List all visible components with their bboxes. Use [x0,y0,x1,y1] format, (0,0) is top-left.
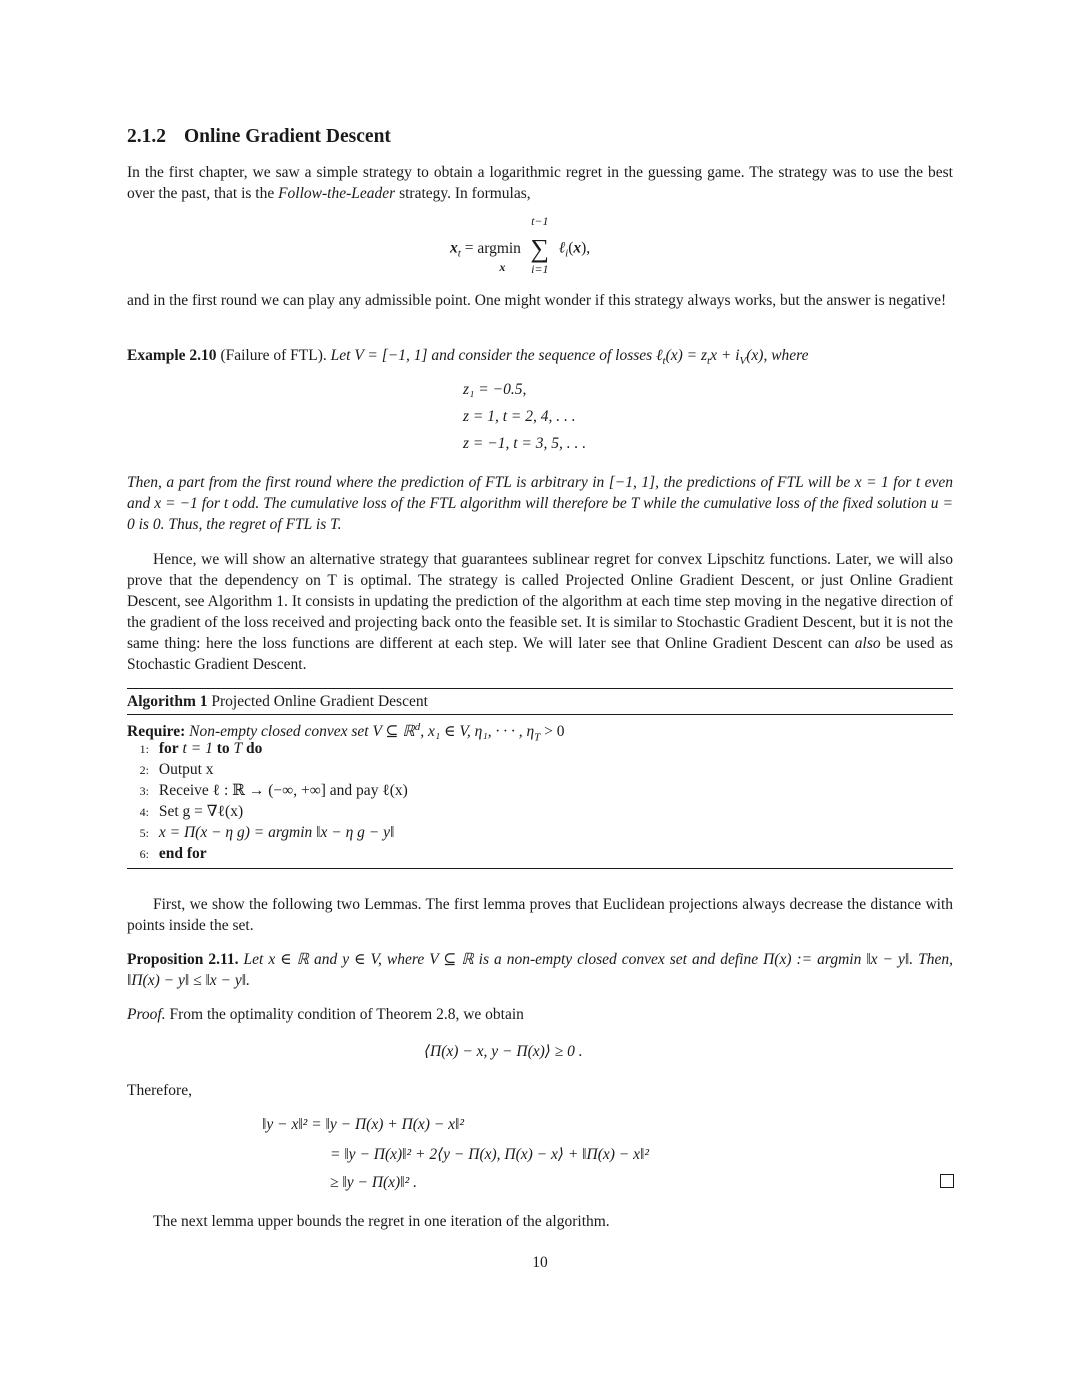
line-number: 2: [139,763,149,777]
sum-symbol: t−1 ∑ i=1 [525,236,555,262]
intro-emphasis: Follow-the-Leader [278,185,396,202]
eq-rhs-loss: ℓ [558,239,566,257]
hence-text: Hence, we will show an alternative strategy that guarantees sublinear regret for convex Lipschitz functions. Later, we will also prove that the dependency on T is optimal. The strategy is called Projected Online Gradient Descent, or just Online Gradient Descent, see Algorithm 1. It consists in updating the prediction of the algorithm at each time step moving in the negative direction of the gradient of the loss received and projecting back onto the feasible set. It is similar to Stochastic Gradient Descent, but it is not the same thing: here the loss functions are different at each step. We will later see that Online Gradient Descent can [127,551,953,652]
line-number: 4: [139,805,149,819]
intro-text-b: strategy. In formulas, [395,185,531,202]
line-number: 3: [139,784,149,798]
example-text-4: (x), where [746,347,809,364]
intro-paragraph [127,162,953,204]
algorithm-label: Algorithm 1 [127,693,208,710]
ftl-equation: $x_t = argmin$ x t−1 ∑ i=1 ℓ$_i$(x), [450,214,591,276]
do-keyword: do [246,740,263,757]
example-paragraph: Example 2.10 (Failure of FTL). Let V = [−1, 1] and consider the sequence of losses ℓ$_t$(x) = $z_tx + i_V(x)$, where [127,347,809,368]
lemmas-paragraph: First, we show the following two Lemmas. The first lemma proves that Euclidean projections always decrease the distance with points inside the set. [127,896,953,934]
section-heading [127,126,391,148]
section-title: Online Gradient Descent [184,126,391,147]
algorithm-line [127,780,953,801]
algorithm-header [127,689,953,715]
hence-text-end: be used as Stochastic Gradient Descent. [127,635,954,673]
negative-answer-paragraph: and in the first round we can play any admissible point. One might wonder if this strategy always works, but the answer is negative! [127,292,947,309]
proof-label: Proof. [127,1006,166,1023]
line-number: 5: [139,826,149,840]
proof-eq-line-3: ≥ ‖y − Π(x)‖² . [330,1174,417,1191]
proposition-paragraph [127,949,953,991]
line-text: Output x [158,761,214,778]
line-text: x = Π(x − η g) = argmin ‖x − η g − y‖ [158,824,395,841]
hence-paragraph [127,549,953,675]
example-text-3: x + i [710,347,740,364]
proof-eq-line-2: = ‖y − Π(x)‖² + 2⟨y − Π(x), Π(x) − x⟩ + ‖Π(x) − x‖² [330,1146,649,1163]
proposition-text: Let x ∈ ℝ and y ∈ V, where V ⊆ ℝ is a non-empty closed convex set and define Π(x) := argmin ‖x − y‖. Then, ‖Π(x) − y‖ ≤ ‖x − y‖. [127,951,953,989]
example-text-2: (x) = z [665,347,708,364]
example-name: (Failure of FTL). [220,347,327,364]
require-keyword: Require: [127,723,186,741]
sum-bottom: i=1 [531,262,549,276]
eq-lhs-x: x [450,239,458,257]
hence-emphasis: also [854,635,881,652]
optimality-equation: ⟨Π(x) − x, y − Π(x)⟩ ≥ 0 . [424,1043,583,1060]
therefore-text: Therefore, [127,1082,192,1099]
algorithm-require: Require: Non-empty closed convex set V ⊆ ℝ$^d$, x₁ ∈ V, η₁, · · · , $\eta_T > 0$ [127,721,565,744]
proof-paragraph [127,1004,953,1025]
require-text: Non-empty closed convex set V ⊆ ℝ [189,723,415,741]
sum-top: t−1 [531,214,549,228]
end-for-keyword: end for [158,845,207,862]
eq-argmin-text: argmin [477,239,521,257]
example-text-1: Let V = [−1, 1] and consider the sequence of losses ℓ [330,347,663,364]
algorithm-line [127,822,953,843]
algorithm-line [127,801,953,822]
proof-eq-line-1: ‖y − x‖² = ‖y − Π(x) + Π(x) − x‖² [262,1116,465,1133]
z-even-equation: z = 1, t = 2, 4, . . . [463,408,576,425]
line-number: 1: [139,742,149,756]
algorithm-title: Projected Online Gradient Descent [211,693,428,710]
line-text: Receive ℓ : ℝ → (−∞, +∞] and pay ℓ(x) [158,782,408,799]
z1-equation: z₁ = −0.5, [463,381,527,398]
next-lemma-paragraph: The next lemma upper bounds the regret in one iteration of the algorithm. [153,1213,610,1230]
z-odd-equation: z = −1, t = 3, 5, . . . [463,435,587,452]
intro-text-a: In the first chapter, we saw a simple strategy to obtain a logarithmic regret in the guessing game. The strategy was to use the best over the past, that is the [127,164,953,202]
to-keyword: to [216,740,230,757]
require-text-3: > 0 [540,723,565,741]
loop-start: t = 1 [182,740,213,757]
line-number: 6: [139,847,149,861]
section-number: 2.1.2 [127,126,166,147]
line-text: Set g = ∇ℓ(x) [158,803,244,820]
for-keyword: for [158,740,179,757]
algorithm-box [127,688,953,869]
example-label: Example 2.10 [127,347,217,364]
proof-text: From the optimality condition of Theorem 2.8, we obtain [169,1006,524,1023]
example-conclusion: Then, a part from the first round where the prediction of FTL is arbitrary in [−1, 1], the predictions of FTL will be x = 1 for t even and x = −1 for t odd. The cumulative loss of the FTL algorithm will therefore be T while the cumulative loss of the fixed solution u = 0 is 0. Thus, the regret of FTL is T. [127,474,953,533]
page-number: 10 [532,1254,548,1271]
require-text-2: , x₁ ∈ V, η₁, · · · , η [420,723,535,741]
algorithm-line [127,759,953,780]
qed-box-icon [940,1174,954,1188]
algorithm-line [127,843,953,864]
loop-end: T [233,740,243,757]
eq-argmin [477,239,521,274]
eq-argmin-sub: x [499,259,506,274]
proposition-label: Proposition 2.11. [127,951,239,968]
